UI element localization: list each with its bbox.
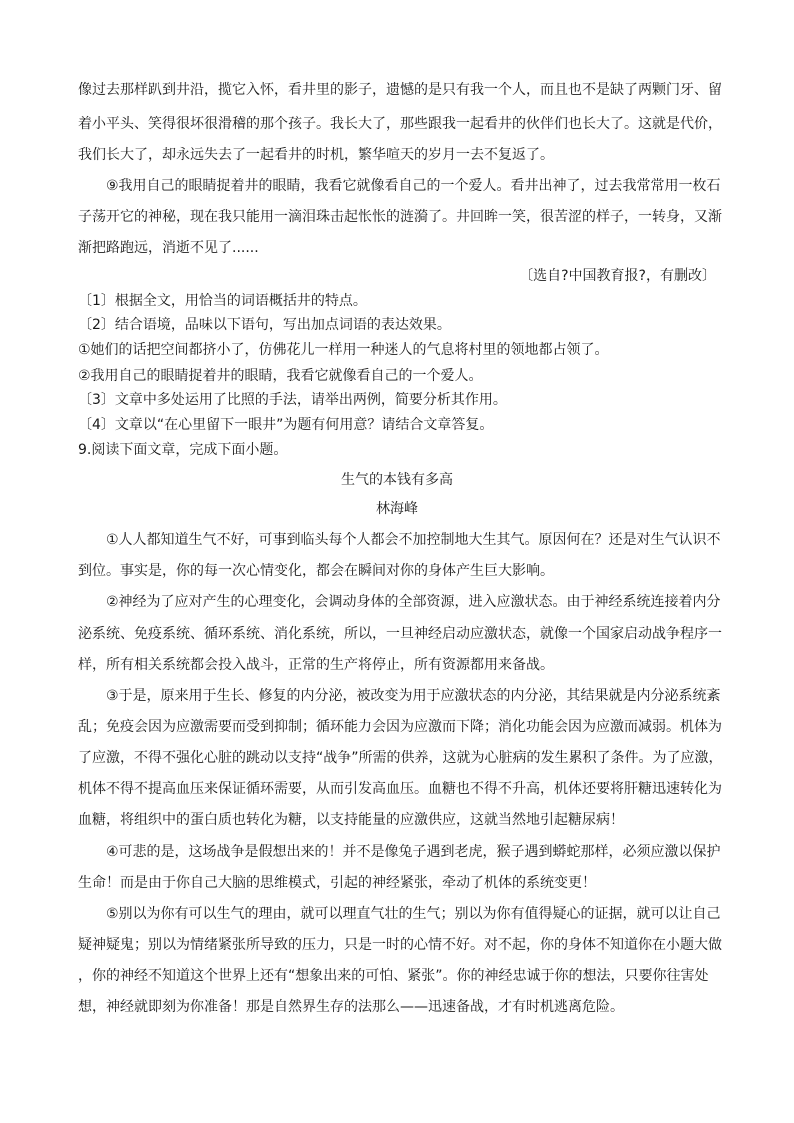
article-paragraph-2-line-3: 样，所有相关系统都会投入战斗，正常的生产将停止，所有资源都用来备战。 — [78, 657, 554, 673]
paragraph-9-line-2: 子荡开它的神秘，现在我只能用一滴泪珠击起怅怅的涟漪了。井回眸一笑，很苦涩的样子，一转身，又渐 — [78, 209, 722, 225]
article-paragraph-3-line-4: 机体不得不提高血压来保证循环需要，从而引发高血压。血糖也不得不升高，机体还要将肝糖迅速转化为 — [78, 781, 722, 797]
article-title: 生气的本钱有多高 — [341, 472, 453, 488]
article-paragraph-2-line-1: ②神经为了应对产生的心理变化，会调动身体的全部资源，进入应激状态。由于神经系统连接着内分 — [106, 594, 721, 610]
paragraph-9-line-1: ⑨我用自己的眼睛捉着井的眼睛，我看它就像看自己的一个爱人。看井出神了，过去我常常用一枚石 — [106, 178, 721, 194]
article-paragraph-5-line-1: ⑤别以为你有可以生气的理由，就可以理直气壮的生气；别以为你有值得疑心的证据，就可以让自己 — [106, 906, 721, 922]
article-paragraph-5-line-2: 疑神疑鬼；别以为情绪紧张所导致的压力，只是一时的心情不好。对不起，你的身体不知道你在小题大做 — [78, 937, 722, 953]
question-4: 〔4〕文章以“在心里留下一眼井”为题有何用意？请结合文章答复。 — [78, 417, 494, 433]
question-2-sentence-2: ②我用自己的眼睛捉着井的眼睛，我看它就像看自己的一个爱人。 — [78, 368, 483, 384]
task-9-instruction: 9.阅读下面文章，完成下面小题。 — [78, 442, 288, 458]
paragraph-8-line-1: 像过去那样趴到井沿，揽它入怀，看井里的影子，遗憾的是只有我一个人，而且也不是缺了两颗门牙、留 — [78, 82, 722, 98]
article-paragraph-4-line-2: 生命！而是由于你自己大脑的思维模式，引起的神经紧张，牵动了机体的系统变更！ — [78, 875, 596, 891]
article-paragraph-5-line-4: 想，神经就即刻为你准备！那是自然界生存的法那么——迅速备战，才有时机逃离危险。 — [78, 999, 624, 1015]
article-paragraph-1-line-2: 到位。事实是，你的每一次心情变化，都会在瞬间对你的身体产生巨大影响。 — [78, 563, 554, 579]
article-paragraph-1-line-1: ①人人都知道生气不好，可事到临头每个人都会不加控制地大生其气。原因何在？还是对生气认识不 — [106, 532, 721, 548]
article-paragraph-4-line-1: ④可悲的是，这场战争是假想出来的！并不是像兔子遇到老虎，猴子遇到蟒蛇那样，必须应激以保护 — [106, 844, 721, 860]
question-3: 〔3〕文章中多处运用了比照的手法，请举出两例，简要分析其作用。 — [78, 392, 507, 408]
paragraph-8-line-3: 我们长大了，却永远失去了一起看井的时机，繁华喧天的岁月一去不复返了。 — [78, 147, 554, 163]
question-2-sentence-1: ①她们的话把空间都挤小了，仿佛花儿一样用一种迷人的气息将村里的领地都占领了。 — [78, 342, 609, 358]
paragraph-9-line-3: 渐把路跑远，消逝不见了...... — [78, 240, 259, 256]
article-paragraph-5-line-3: ，你的神经不知道这个世界上还有“想象出来的可怕、紧张”。你的神经忠诚于你的想法，只要你往害处 — [78, 968, 709, 984]
article-paragraph-3-line-5: 血糖，将组织中的蛋白质也转化为糖，以支持能量的应激供应，这就当然地引起糖尿病！ — [78, 812, 624, 828]
article-author: 林海峰 — [376, 501, 418, 517]
question-1: 〔1〕根据全文，用恰当的词语概括井的特点。 — [78, 293, 367, 309]
paragraph-8-line-2: 着小平头、笑得很坏很滑稽的那个孩子。我长大了，那些跟我一起看井的伙伴们也长大了。这就是代价， — [78, 116, 722, 132]
question-2: 〔2〕结合语境，品味以下语句，写出加点词语的表达效果。 — [78, 317, 451, 333]
source-citation: 〔选自?中国教育报?，有删改〕 — [519, 268, 716, 284]
article-paragraph-2-line-2: 泌系统、免疫系统、循环系统、消化系统，所以，一旦神经启动应激状态，就像一个国家启动战争程序一 — [78, 626, 722, 642]
article-paragraph-3-line-3: 了应激，不得不强化心脏的跳动以支持“战争”所需的供养，这就为心脏病的发生累积了条件。为了应激， — [78, 750, 723, 766]
article-paragraph-3-line-2: 乱；免疫会因为应激需要而受到抑制；循环能力会因为应激而下降；消化功能会因为应激而减弱。机体为 — [78, 719, 722, 735]
article-paragraph-3-line-1: ③于是，原来用于生长、修复的内分泌，被改变为用于应激状态的内分泌，其结果就是内分泌系统紊 — [106, 688, 721, 704]
